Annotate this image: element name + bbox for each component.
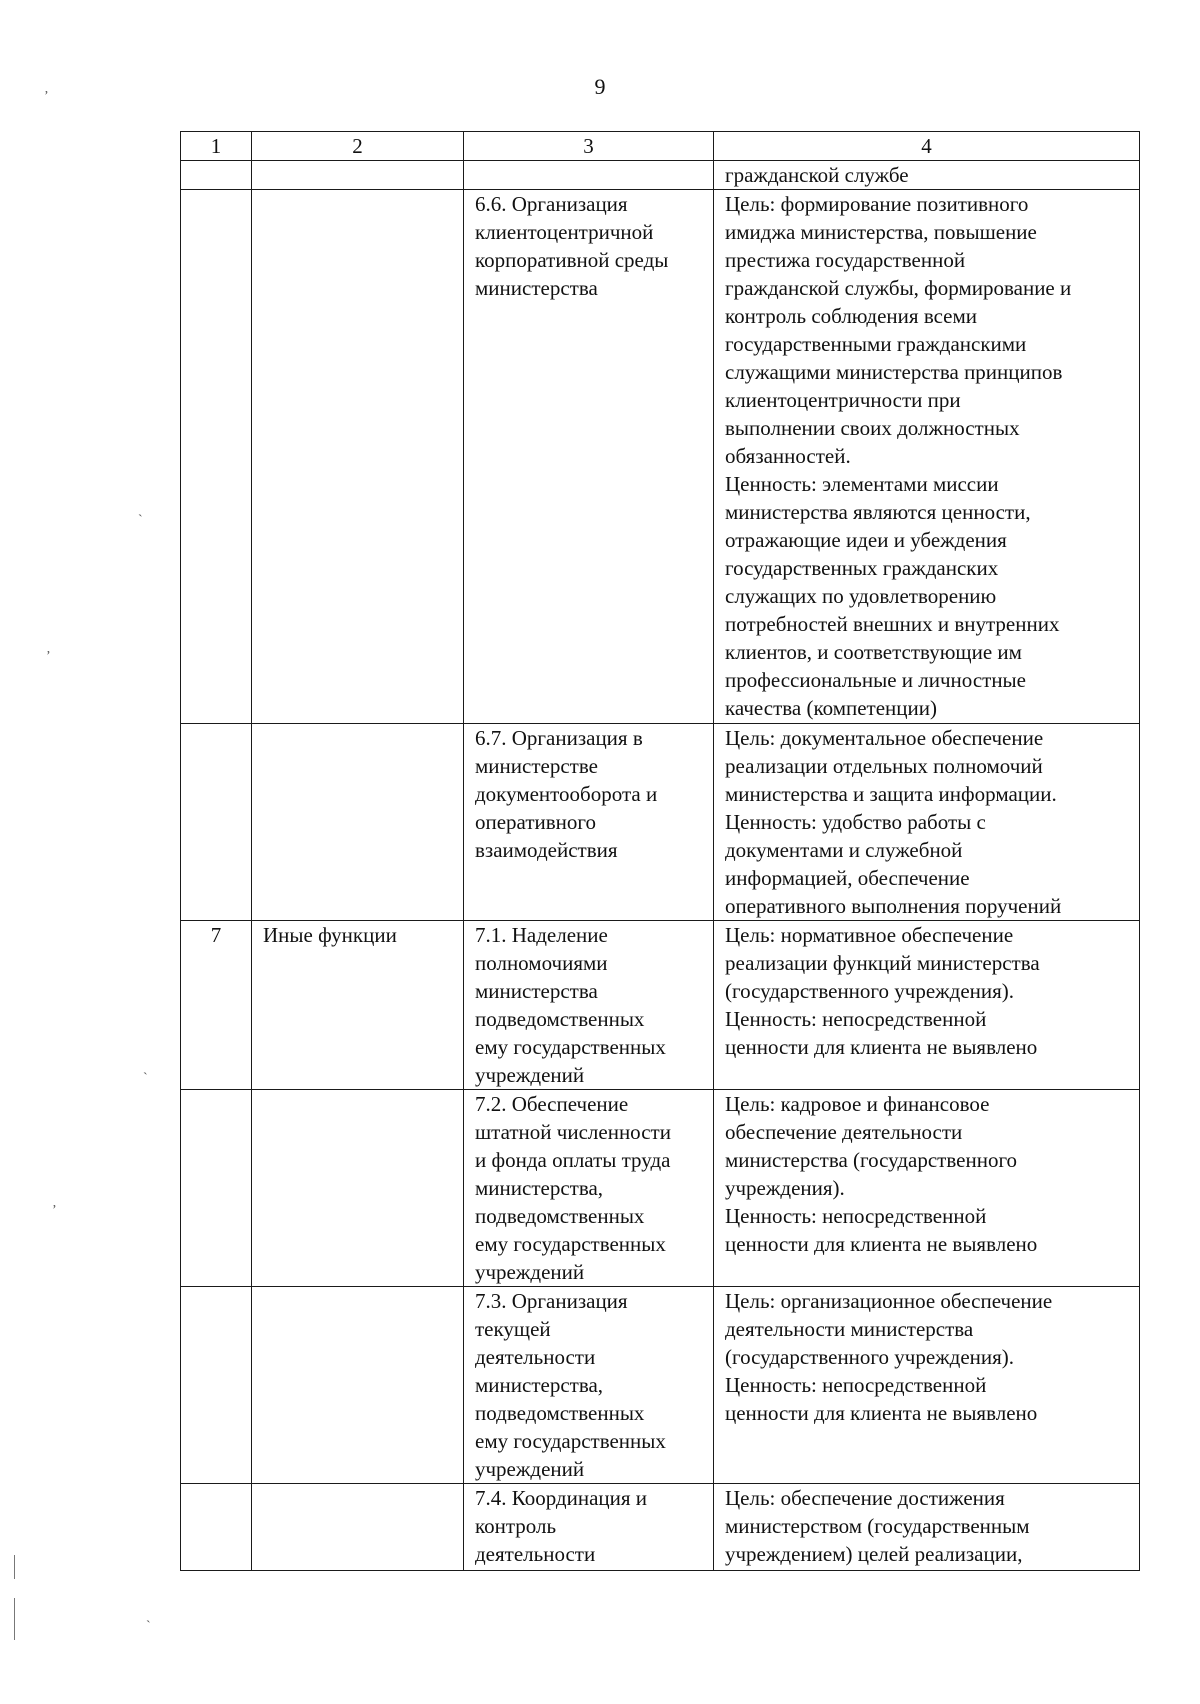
table-row	[181, 724, 1140, 921]
description-cell: Цель: документальное обеспечение реализации отдельных полномочий министерства и защита информации. Ценность: удобство работы с документами и служебной информацией, обеспечение оперативного выполнения поручений	[714, 724, 1140, 921]
function-cell	[252, 161, 464, 190]
scan-speck: ’	[52, 1203, 57, 1218]
column-header-1: 1	[181, 132, 252, 161]
description-cell: гражданской службе	[714, 161, 1140, 190]
row-number-cell	[181, 190, 252, 724]
subfunction-cell	[464, 161, 714, 190]
table-row	[181, 1484, 1140, 1571]
subfunction-cell: 7.1. Наделение полномочиями министерства подведомственных ему государственных учреждений	[464, 921, 714, 1090]
scan-speck: ’	[44, 89, 49, 104]
row-number-cell	[181, 161, 252, 190]
scan-speck: ’	[46, 649, 51, 664]
description-cell: Цель: обеспечение достижения министерством (государственным учреждением) целей реализации,	[714, 1484, 1140, 1571]
row-number-cell	[181, 724, 252, 921]
table-row	[181, 1287, 1140, 1484]
table-row	[181, 1090, 1140, 1287]
row-number-cell	[181, 1090, 252, 1287]
subfunction-cell: 7.4. Координация и контроль деятельности	[464, 1484, 714, 1571]
function-cell	[252, 724, 464, 921]
function-cell	[252, 1090, 464, 1287]
function-cell: Иные функции	[252, 921, 464, 1090]
subfunction-cell: 6.7. Организация в министерстве документооборота и оперативного взаимодействия	[464, 724, 714, 921]
function-cell	[252, 190, 464, 724]
scan-speck: `	[143, 1071, 148, 1086]
description-cell: Цель: кадровое и финансовое обеспечение деятельности министерства (государственного учреждения). Ценность: непосредственной ценности для клиента не выявлено	[714, 1090, 1140, 1287]
function-cell	[252, 1484, 464, 1571]
description-cell: Цель: организационное обеспечение деятельности министерства (государственного учреждения). Ценность: непосредственной ценности для клиента не выявлено	[714, 1287, 1140, 1484]
scan-speck: `	[146, 1619, 151, 1634]
scan-edge-mark	[14, 1555, 15, 1579]
subfunction-cell: 6.6. Организация клиентоцентричной корпоративной среды министерства	[464, 190, 714, 724]
subfunction-cell: 7.2. Обеспечение штатной численности и фонда оплаты труда министерства, подведомственных ему государственных учреждений	[464, 1090, 714, 1287]
table-row	[181, 921, 1140, 1090]
column-header-3: 3	[464, 132, 714, 161]
description-cell: Цель: формирование позитивного имиджа министерства, повышение престижа государственной гражданской службы, формирование и контроль соблюдения всеми государственными гражданскими служащими министерства принципов клиентоцентричности при выполнении своих должностных обязанностей. Ценность: элементами миссии министерства являются ценности, отражающие идеи и убеждения государственных гражданских служащих по удовлетворению потребностей внешних и внутренних клиентов, и соответствующие им профессиональные и личностные качества (компетенции)	[714, 190, 1140, 724]
functions-table	[180, 131, 1140, 1571]
table-row	[181, 190, 1140, 724]
function-cell	[252, 1287, 464, 1484]
description-cell: Цель: нормативное обеспечение реализации функций министерства (государственного учреждения). Ценность: непосредственной ценности для клиента не выявлено	[714, 921, 1140, 1090]
column-header-2: 2	[252, 132, 464, 161]
row-number-cell	[181, 1287, 252, 1484]
scan-speck: `	[138, 513, 143, 528]
column-header-4: 4	[714, 132, 1140, 161]
table-row	[181, 161, 1140, 190]
scan-edge-mark	[14, 1598, 15, 1640]
row-number-cell: 7	[181, 921, 252, 1090]
row-number-cell	[181, 1484, 252, 1571]
table-header-row	[181, 132, 1140, 161]
page-number: 9	[594, 74, 606, 99]
subfunction-cell: 7.3. Организация текущей деятельности министерства, подведомственных ему государственных учреждений	[464, 1287, 714, 1484]
